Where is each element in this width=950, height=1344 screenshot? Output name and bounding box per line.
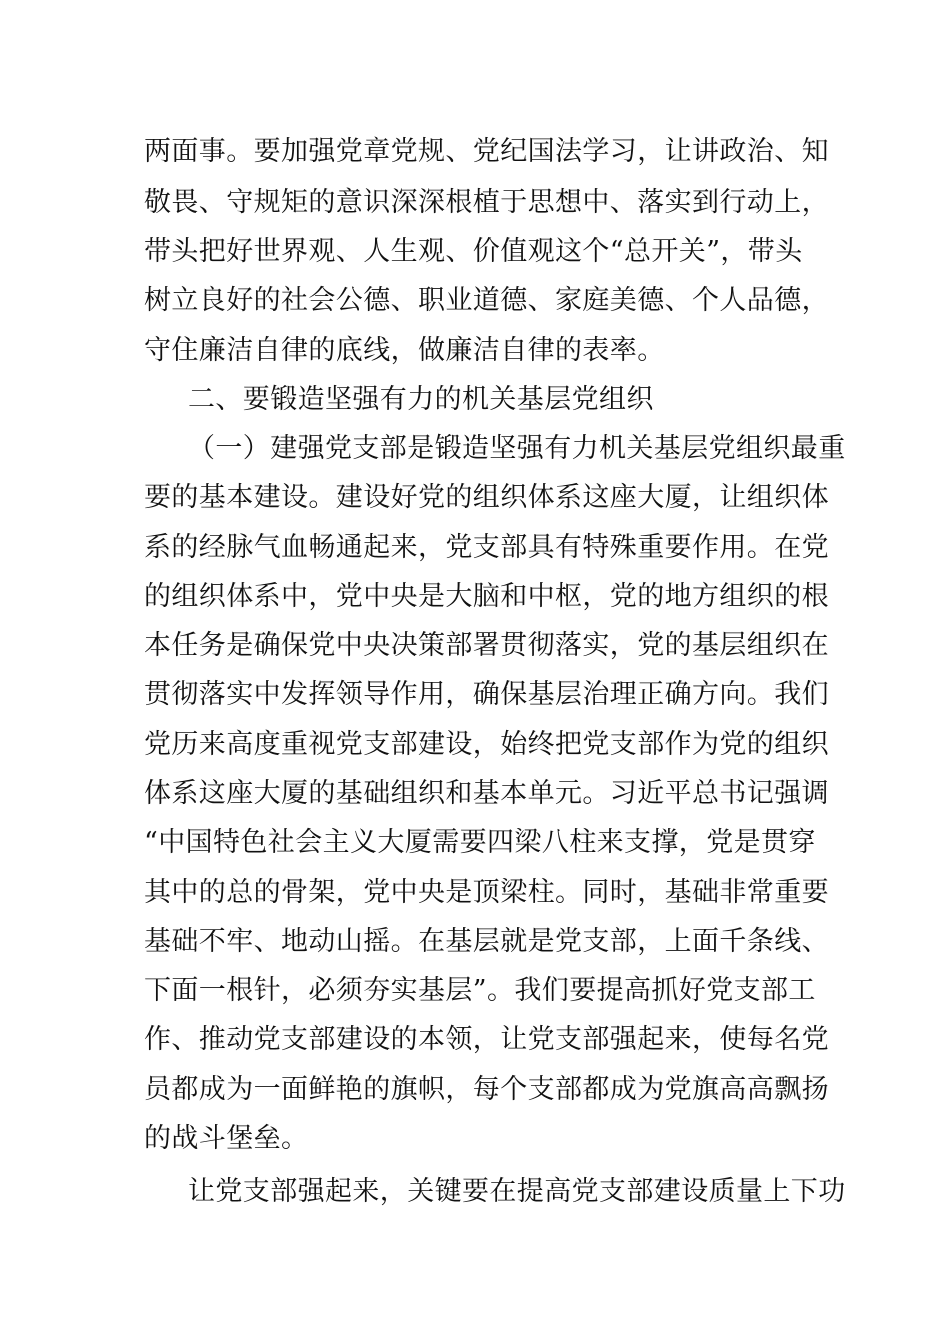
body-text-line: 作、推动党支部建设的本领，让党支部强起来，使每名党: [144, 1024, 829, 1055]
body-text-line: 守住廉洁自律的底线，做廉洁自律的表率。: [144, 335, 665, 366]
body-text-line: 要的基本建设。建设好党的组织体系这座大厦，让组织体: [144, 482, 829, 513]
body-text-line: 带头把好世界观、人生观、价值观这个“总开关”，带头: [144, 236, 803, 267]
body-text-line: 让党支部强起来，关键要在提高党支部建设质量上下功: [188, 1176, 846, 1207]
body-text-line: 敬畏、守规矩的意识深深根植于思想中、落实到行动上，: [144, 187, 829, 218]
body-text-line: 员都成为一面鲜艳的旗帜，每个支部都成为党旗高高飘扬: [144, 1074, 829, 1105]
body-text-line: 系的经脉气血畅通起来，党支部具有特殊重要作用。在党: [144, 532, 829, 563]
section-heading: 二、要锻造坚强有力的机关基层党组织: [188, 384, 654, 415]
body-text-line: 贯彻落实中发挥领导作用，确保基层治理正确方向。我们: [144, 679, 829, 710]
body-text-line: “中国特色社会主义大厦需要四梁八柱来支撑，党是贯穿: [144, 827, 816, 858]
body-text-line: 其中的总的骨架，党中央是顶梁柱。同时，基础非常重要: [144, 877, 829, 908]
body-text-line: 树立良好的社会公德、职业道德、家庭美德、个人品德，: [144, 285, 829, 316]
body-text-line: 基础不牢、地动山摇。在基层就是党支部，上面千条线、: [144, 926, 829, 957]
body-text-line: 本任务是确保党中央决策部署贯彻落实，党的基层组织在: [144, 630, 829, 661]
body-text-line: （一）建强党支部是锻造坚强有力机关基层党组织最重: [188, 433, 846, 464]
body-text-line: 下面一根针，必须夯实基层”。我们要提高抓好党支部工: [144, 975, 816, 1006]
body-text-line: 两面事。要加强党章党规、党纪国法学习，让讲政治、知: [144, 136, 829, 167]
body-text-line: 的组织体系中，党中央是大脑和中枢，党的地方组织的根: [144, 581, 829, 612]
body-text-line: 体系这座大厦的基础组织和基本单元。习近平总书记强调: [144, 778, 829, 809]
body-text-line: 党历来高度重视党支部建设，始终把党支部作为党的组织: [144, 729, 829, 760]
body-text-line: 的战斗堡垒。: [144, 1123, 309, 1154]
